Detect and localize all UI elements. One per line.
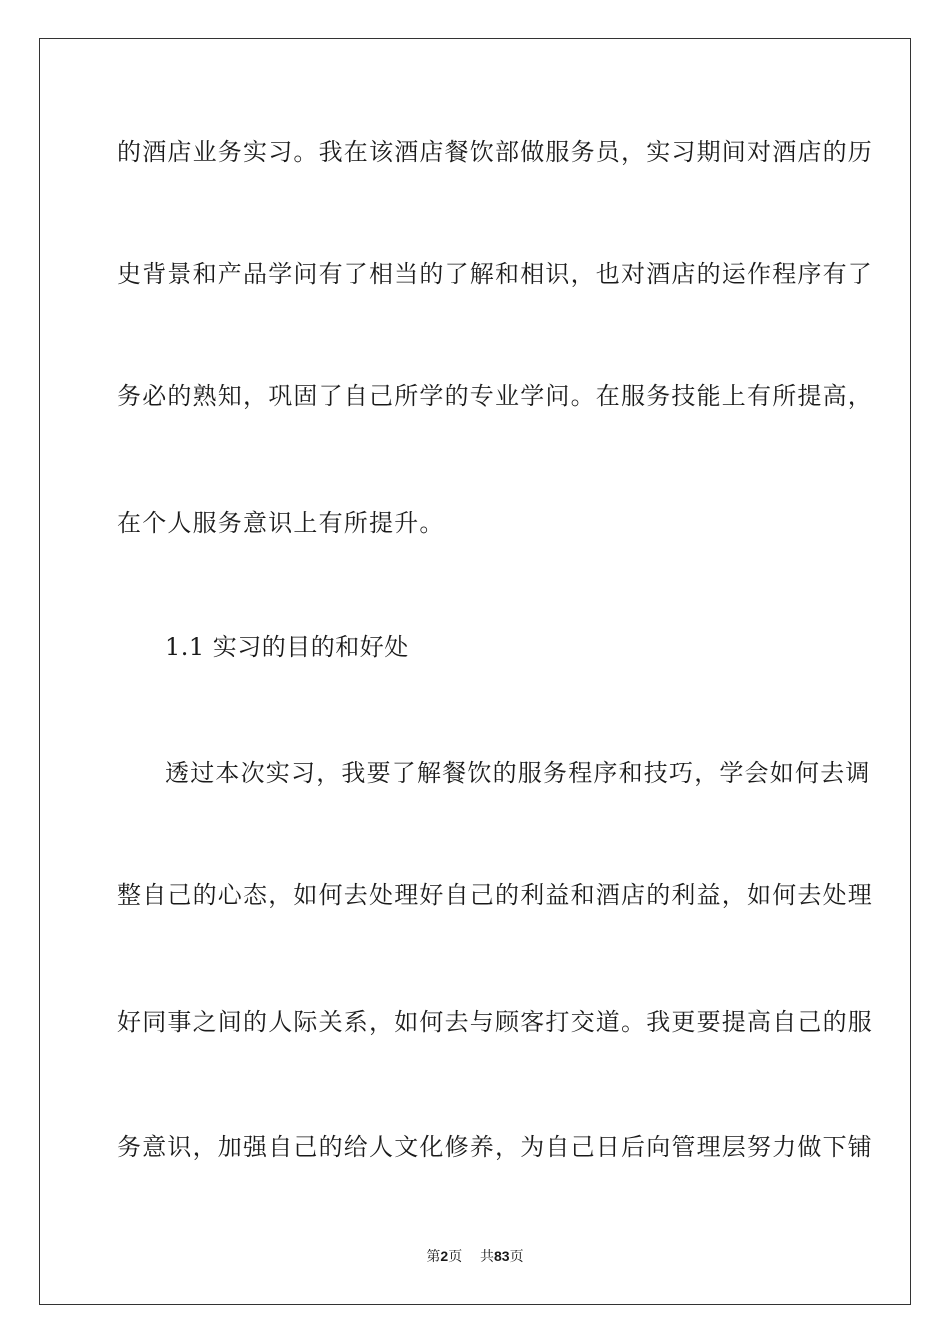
body-text-line: 务必的熟知，巩固了自己所学的专业学问。在服务技能上有所提高， — [117, 382, 873, 410]
page-border — [39, 38, 911, 1305]
body-text-line: 史背景和产品学问有了相当的了解和相识，也对酒店的运作程序有了 — [117, 260, 873, 288]
body-text-line: 透过本次实习，我要了解餐饮的服务程序和技巧，学会如何去调 — [165, 759, 871, 787]
body-text-line: 整自己的心态，如何去处理好自己的利益和酒店的利益，如何去处理 — [117, 881, 873, 909]
footer-total-prefix: 共 — [480, 1249, 495, 1265]
body-text-line: 务意识，加强自己的给人文化修养，为自己日后向管理层努力做下铺 — [117, 1133, 873, 1161]
body-text-line: 的酒店业务实习。我在该酒店餐饮部做服务员，实习期间对酒店的历 — [117, 138, 873, 166]
footer-page-number: 2 — [440, 1248, 449, 1264]
body-text-line: 在个人服务意识上有所提升。 — [117, 509, 445, 537]
page-footer — [0, 1247, 950, 1266]
section-heading: 1.1 实习的目的和好处 — [165, 633, 409, 661]
footer-page-suffix: 页 — [448, 1249, 463, 1265]
body-text-line: 好同事之间的人际关系，如何去与顾客打交道。我更要提高自己的服 — [117, 1008, 873, 1036]
footer-total-suffix: 页 — [509, 1249, 524, 1265]
footer-total-pages: 83 — [494, 1248, 510, 1264]
footer-page-prefix: 第 — [426, 1249, 441, 1265]
